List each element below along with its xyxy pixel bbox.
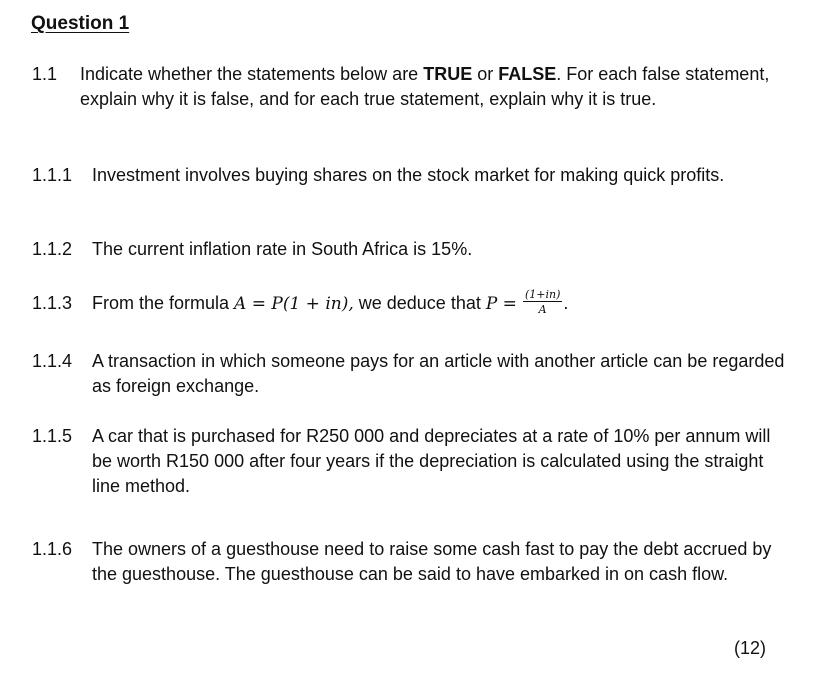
statement-text — [92, 288, 792, 317]
statement-1-1-6 — [32, 537, 792, 587]
formula-end: . — [563, 293, 569, 313]
statement-number: 1.1.2 — [32, 239, 73, 259]
statement-number: 1.1.4 — [32, 351, 73, 371]
fraction-numerator: (1+in) — [524, 288, 561, 302]
statement-1-1-1 — [32, 163, 792, 188]
false-keyword: FALSE — [498, 64, 557, 84]
statement-text: The owners of a guesthouse need to raise some cash fast to pay the debt accrued by the guesthouse. The guesthouse can be said to have embarked in on cash flow. — [92, 539, 772, 584]
statement-text: Investment involves buying shares on the stock market for making quick profits. — [92, 165, 725, 185]
statement-1-1-3 — [32, 288, 792, 317]
instruction-text — [80, 62, 772, 112]
formula-lead-text: From the formula — [92, 293, 235, 313]
marks-total: (12) — [733, 638, 766, 658]
formula-middle-text: we deduce that — [353, 293, 486, 313]
statement-text: A car that is purchased for R250 000 and depreciates at a rate of 10% per annum will be worth R150 000 after four years if the depreciation is calculated using the straight line method. — [92, 426, 771, 496]
statement-1-1-2 — [32, 237, 792, 262]
instruction-text-end: . For each false statement, explain why it is false, and for each true statement, explain why it is true. — [80, 64, 770, 109]
statement-1-1-5 — [32, 424, 792, 499]
instruction-block — [32, 62, 772, 112]
instruction-number: 1.1 — [32, 64, 58, 84]
question-title: Question 1 — [31, 13, 130, 34]
statement-number: 1.1.6 — [32, 539, 73, 559]
statement-number: 1.1.5 — [32, 426, 73, 446]
formula-fraction — [523, 289, 562, 315]
instruction-text-start: Indicate whether the statements below are — [80, 64, 424, 84]
fraction-denominator: A — [538, 303, 547, 317]
statement-text: A transaction in which someone pays for an article with another article can be regarded as foreign exchange. — [92, 351, 785, 396]
statement-1-1-4 — [32, 349, 792, 399]
statement-number: 1.1.1 — [32, 165, 73, 185]
formula-lhs: P = — [485, 294, 517, 314]
statement-number: 1.1.3 — [32, 293, 73, 313]
formula-amount: A = P(1 + in), — [234, 294, 354, 314]
statement-text: The current inflation rate in South Africa is 15%. — [92, 239, 473, 259]
or-connector: or — [472, 64, 499, 84]
true-keyword: TRUE — [423, 64, 473, 84]
